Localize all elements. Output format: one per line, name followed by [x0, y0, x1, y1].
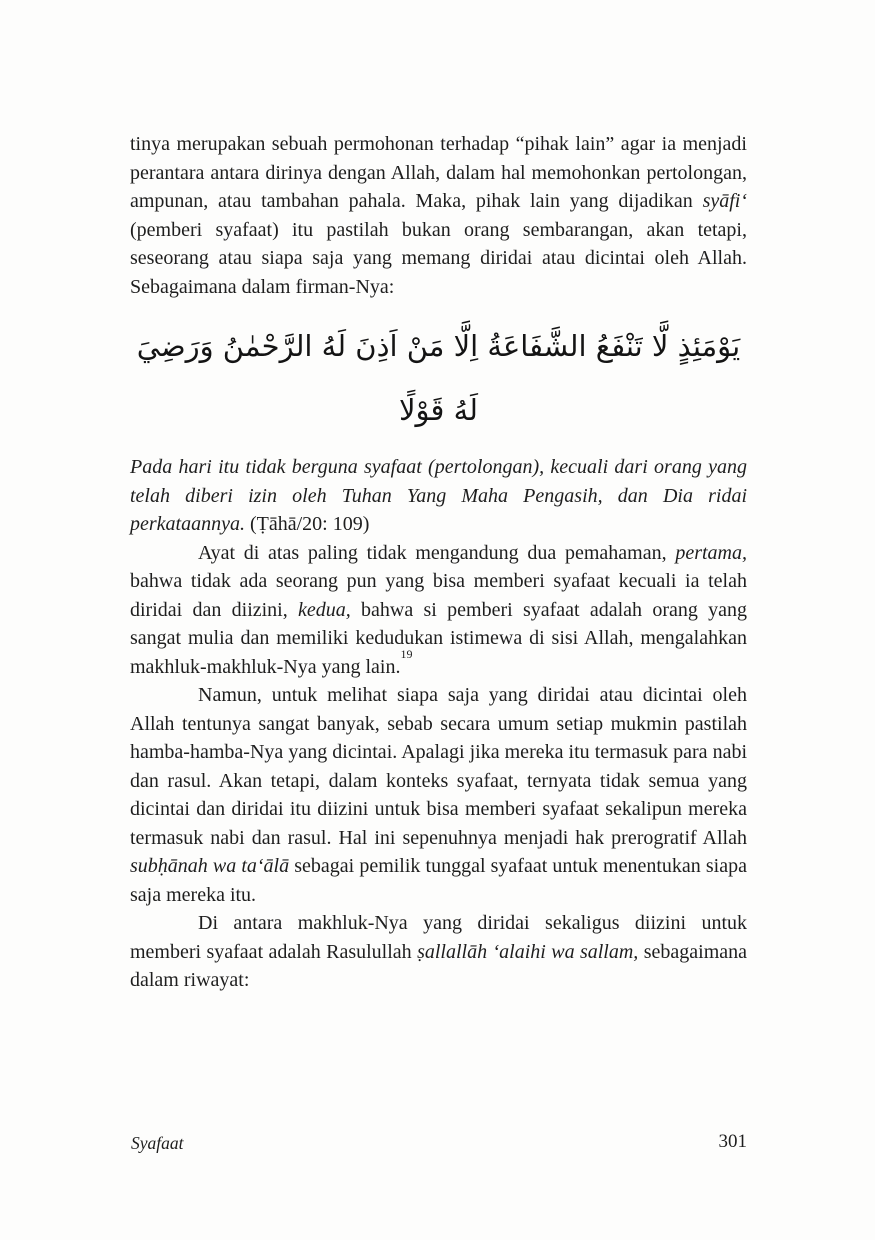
- body-paragraph-4: Di antara makhluk-Nya yang diridai sekaligus diizini untuk memberi syafaat adalah Rasulullah ṣallallāh ‘alaihi wa sallam, sebagaimana dalam riwayat:: [130, 912, 747, 991]
- footer-page-number: 301: [718, 1131, 747, 1152]
- text-block: [130, 130, 747, 995]
- arabic-verse: يَوْمَئِذٍ لَّا تَنْفَعُ الشَّفَاعَةُ اِلَّا مَنْ اَذِنَ لَهُ الرَّحْمٰنُ وَرَضِيَ لَهُ قَوْلًا: [136, 329, 741, 427]
- body-paragraph-1: tinya merupakan sebuah permohonan terhadap “pihak lain” agar ia menjadi perantara antara dirinya dengan Allah, dalam hal memohonkan pertolongan, ampunan, atau tambahan pahala. Maka, pihak lain yang dijadikan syāfi‘ (pemberi syafaat) itu pastilah bukan orang sembarangan, akan tetapi, seseorang atau siapa saja yang memang diridai atau dicintai oleh Allah. Sebagaimana dalam firman-Nya:: [130, 133, 747, 298]
- body-paragraph-3: Namun, untuk melihat siapa saja yang diridai atau dicintai oleh Allah tentunya sangat banyak, sebab secara umum setiap mukmin pastilah hamba-hamba-Nya yang dicintai. Apalagi jika mereka itu termasuk para nabi dan rasul. Akan tetapi, dalam konteks syafaat, ternyata tidak semua yang dicintai dan diridai itu diizini untuk bisa memberi syafaat sekalipun mereka termasuk nabi dan rasul. Hal ini sepenuhnya menjadi hak prerogratif Allah subḥānah wa ta‘ālā sebagai pemilik tunggal syafaat untuk menentukan siapa saja mereka itu.: [130, 684, 747, 906]
- footnote-reference: 19: [400, 646, 413, 661]
- body-paragraph-2: Ayat di atas paling tidak mengandung dua pemahaman, pertama, bahwa tidak ada seorang pun yang bisa memberi syafaat kecuali ia telah diridai dan diizini, kedua, bahwa si pemberi syafaat adalah orang yang sangat mulia dan memiliki kedudukan istimewa di sisi Allah, mengalahkan makhluk-makhluk-Nya yang lain.$^{19}$: [130, 541, 748, 678]
- footer-section-title: Syafaat: [131, 1133, 184, 1153]
- verse-translation: Pada hari itu tidak berguna syafaat (pertolongan), kecuali dari orang yang telah diberi izin oleh Tuhan Yang Maha Pengasih, dan Dia ridai perkataannya. (Ṭāhā/20: 109): [130, 456, 747, 535]
